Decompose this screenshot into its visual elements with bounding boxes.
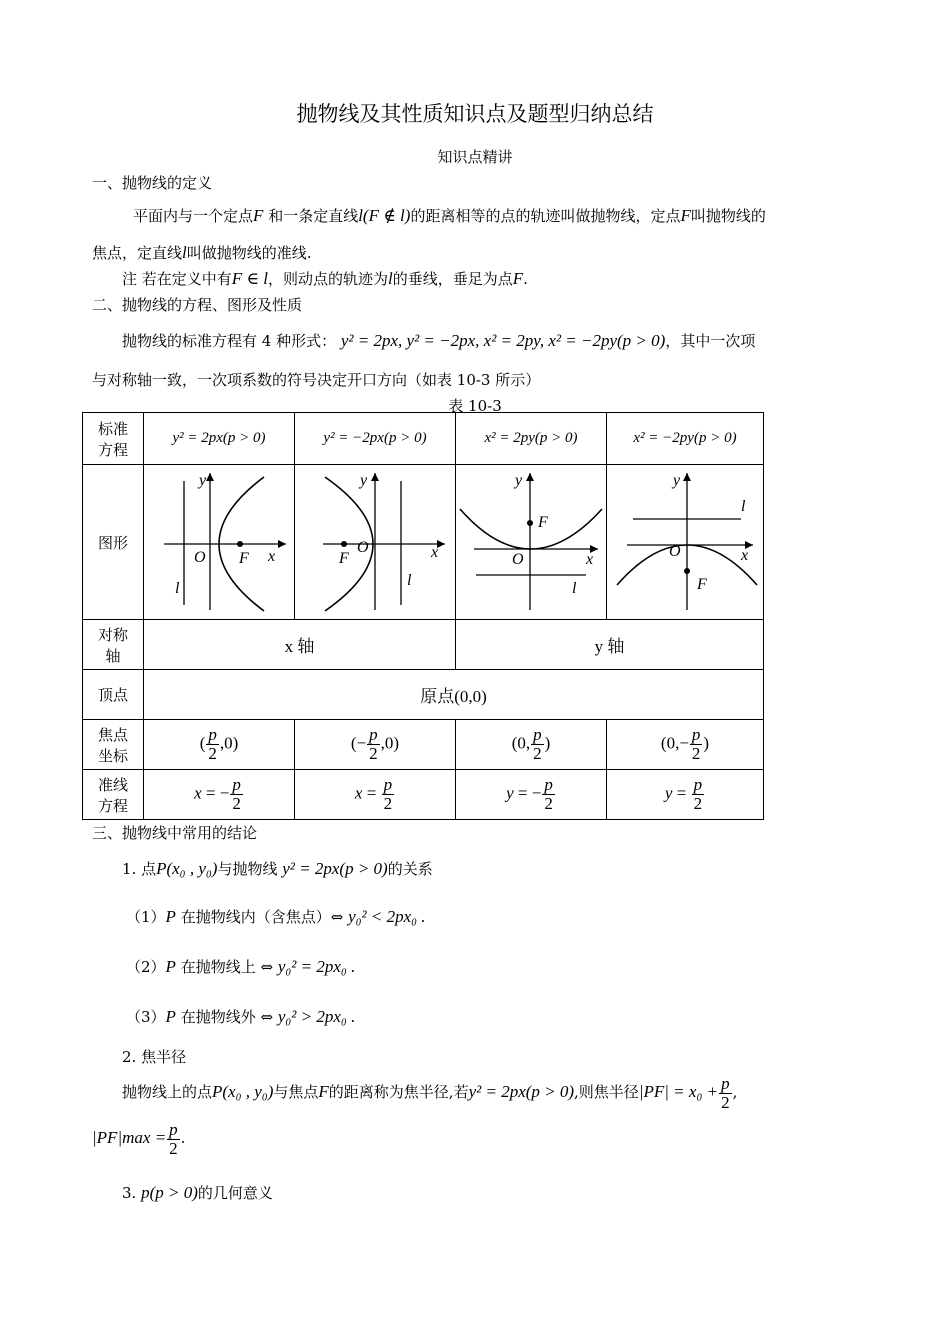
row-header-standard-equation: 标准 方程 (83, 413, 144, 465)
definition-note: 注 若在定义中有F ∈ l，则动点的轨迹为l的垂线，垂足为点F. (122, 269, 528, 288)
label-x: x (741, 547, 749, 564)
focus-left: (− $\frac{p}{2}$ ,0) (295, 720, 456, 770)
standard-forms-line2: 与对称轴一致，一次项系数的符号决定开口方向（如表 10-3 所示） (92, 371, 541, 389)
figure-left-opening (295, 465, 456, 620)
focus-up: (0, $\frac{p}{2}$ ) (456, 720, 607, 770)
condition-on: （2）P 在抛物线上 ⇔ y₀² = 2px₀ . (126, 957, 356, 976)
condition-outside: （3）P 在抛物线外 ⇔ y₀² > 2px₀ . (126, 1007, 356, 1026)
label-O: O (669, 543, 681, 560)
figure-up-opening (456, 465, 607, 620)
parabola-properties-table (82, 412, 764, 820)
row-header-vertex: 顶点 (83, 670, 144, 720)
equation-left-opening: y² = −2px(p > 0) (295, 413, 456, 465)
row-header-directrix: 准线 方程 (83, 770, 144, 820)
label-l: l (175, 580, 180, 597)
page-subtitle: 知识点精讲 (437, 148, 513, 166)
focal-radius-max: |PF|max = $\frac{p}{2}$ . (92, 1119, 186, 1158)
axis-x-cell: x 轴 (144, 620, 456, 670)
label-y: y (673, 472, 681, 489)
definition-line1: 平面内与一个定点F 和一条定直线l(F ∉ l)的距离相等的点的轨迹叫做抛物线，定点F叫抛物线的 (133, 206, 766, 225)
table-caption: 表 10-3 (448, 397, 502, 415)
label-l: l (572, 580, 577, 597)
row-header-figure: 图形 (83, 465, 144, 620)
label-F: F (339, 550, 349, 567)
label-y: y (199, 472, 207, 489)
section2-heading: 二、抛物线的方程、图形及性质 (92, 296, 303, 314)
focus-right: ( $\frac{p}{2}$ ,0) (144, 720, 295, 770)
label-F: F (697, 576, 707, 593)
label-y: y (515, 472, 523, 489)
focus-down: (0,− $\frac{p}{2}$ ) (607, 720, 764, 770)
section1-heading: 一、抛物线的定义 (92, 174, 213, 192)
label-x: x (586, 551, 594, 568)
label-x: x (268, 548, 276, 565)
definition-line2: 焦点，定直线l叫做抛物线的准线. (92, 243, 312, 262)
page-title: 抛物线及其性质知识点及题型归纳总结 (296, 102, 654, 126)
directrix-right: x = − $\frac{p}{2}$ (144, 770, 295, 820)
section3-heading: 三、抛物线中常用的结论 (92, 824, 258, 842)
label-l: l (407, 572, 412, 589)
label-x: x (431, 544, 439, 561)
equation-up-opening: x² = 2py(p > 0) (456, 413, 607, 465)
conclusion-3: 3. p(p > 0)的几何意义 (122, 1183, 273, 1202)
vertex-cell: 原点(0,0) (144, 670, 764, 720)
row-header-focus: 焦点 坐标 (83, 720, 144, 770)
label-F: F (239, 550, 249, 567)
label-l: l (741, 498, 746, 515)
directrix-up: y = − $\frac{p}{2}$ (456, 770, 607, 820)
directrix-left: x = $\frac{p}{2}$ (295, 770, 456, 820)
equation-down-opening: x² = −2py(p > 0) (607, 413, 764, 465)
label-O: O (512, 551, 524, 568)
focal-radius-line: 抛物线上的点P(x₀ , y₀)与焦点F的距离称为焦半径,若y² = 2px(p > 0),则焦半径|PF| = x₀ + $\frac{p}{2}$ , (122, 1073, 738, 1112)
axis-y-cell: y 轴 (456, 620, 764, 670)
figure-right-opening (144, 465, 295, 620)
label-F: F (538, 514, 548, 531)
row-header-axis: 对称 轴 (83, 620, 144, 670)
conclusion-1: 1. 点P(x₀ , y₀)与抛物线 y² = 2px(p > 0)的关系 (122, 859, 433, 878)
standard-forms-line1: 抛物线的标准方程有 4 种形式： y² = 2px, y² = −2px, x² = 2py, x² = −2py(p > 0)，其中一次项 (122, 331, 756, 350)
conclusion-2: 2. 焦半径 (122, 1048, 187, 1066)
condition-inside: （1）P 在抛物线内（含焦点）⇔ y₀² < 2px₀ . (126, 907, 426, 926)
equation-right-opening: y² = 2px(p > 0) (144, 413, 295, 465)
label-O: O (194, 549, 206, 566)
figure-down-opening (607, 465, 764, 620)
directrix-down: y = $\frac{p}{2}$ (607, 770, 764, 820)
label-O: O (357, 539, 369, 556)
label-y: y (360, 472, 368, 489)
